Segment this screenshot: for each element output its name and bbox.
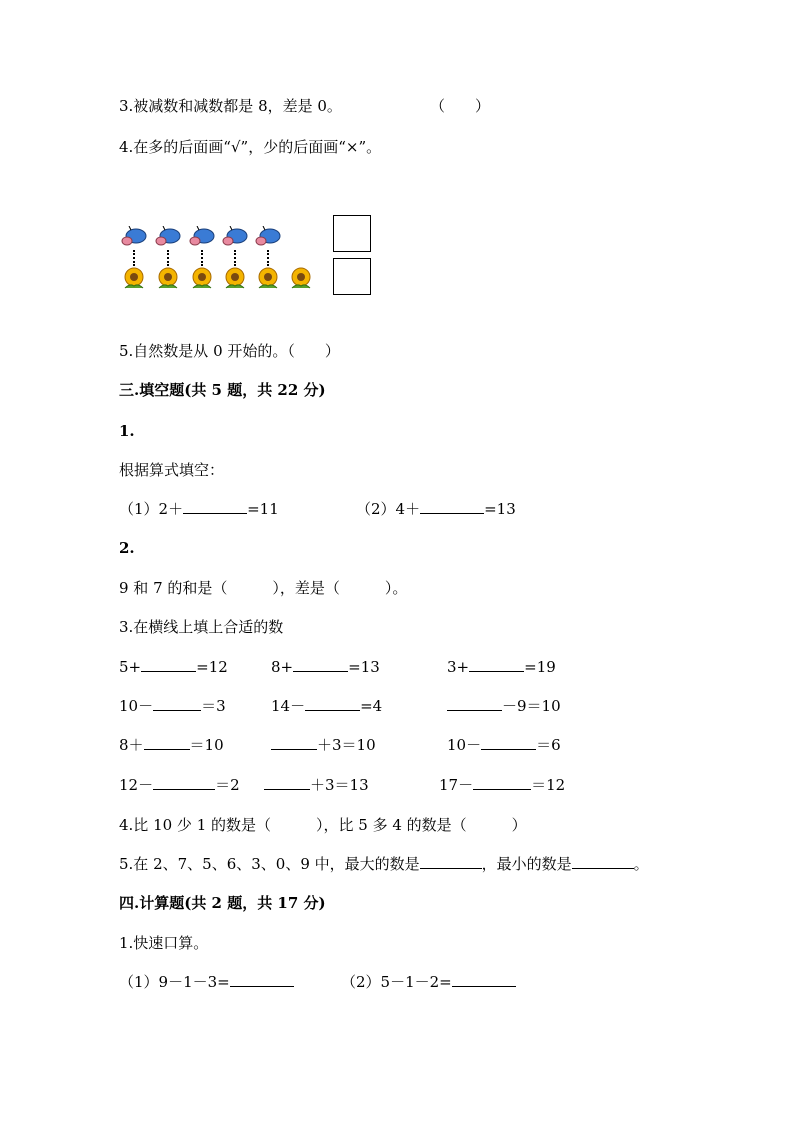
- butterfly-icon: [121, 226, 147, 248]
- sunflower-icon: [256, 266, 280, 290]
- s3-q3-row3-item1: 8＋ ＝10: [119, 736, 224, 754]
- sunflower-icon: [122, 266, 146, 290]
- sunflower-icon: [289, 266, 313, 290]
- s3-q3-row3-item3: 10－ ＝6: [447, 736, 561, 754]
- question-5-text: 5.自然数是从 0 开始的。（ ）: [119, 342, 340, 360]
- answer-blank[interactable]: [481, 735, 536, 750]
- s3-q3-row2-item1: 10－ ＝3: [119, 697, 226, 715]
- s3-q3-row4-item3: 17－ ＝12: [439, 776, 566, 794]
- s3-q3-row4-item2: ＋3＝13: [264, 775, 369, 795]
- s3-q2-text: 9 和 7 的和是（ ），差是（ ）。: [119, 579, 408, 597]
- answer-blank[interactable]: [420, 499, 484, 514]
- s4-q1-item-2: （2）5－1－2=: [341, 972, 516, 992]
- butterfly-icon: [222, 226, 248, 248]
- question-3: [119, 96, 342, 116]
- answer-blank[interactable]: [230, 972, 294, 987]
- s3-q3-row1-item1: 5+ =12: [119, 658, 228, 676]
- sunflower-icon: [156, 266, 180, 290]
- answer-box-bottom[interactable]: [333, 258, 371, 295]
- s3-q3-row3-item2: ＋3＝10: [271, 735, 376, 755]
- answer-blank[interactable]: [305, 696, 360, 711]
- s3-q1-item-1: （1）2＋ =11: [119, 500, 279, 518]
- question-3-text: 3.被减数和减数都是 8，差是 0。: [119, 97, 342, 115]
- sunflower-icon: [223, 266, 247, 290]
- section-4-title: 四.计算题(共 2 题，共 17 分): [119, 894, 326, 912]
- s4-q1-text: 1.快速口算。: [119, 934, 209, 952]
- answer-blank[interactable]: [447, 696, 502, 711]
- s4-q1-item-1: （1）9－1－3=: [119, 972, 294, 992]
- answer-blank[interactable]: [153, 696, 201, 711]
- dotted-connector: [167, 250, 169, 266]
- sunflower-icon: [190, 266, 214, 290]
- answer-blank[interactable]: [141, 657, 196, 672]
- answer-blank[interactable]: [469, 657, 524, 672]
- answer-blank[interactable]: [293, 657, 348, 672]
- s3-q3-row2-item3: －9＝10: [447, 696, 561, 716]
- dotted-connector: [267, 250, 269, 266]
- answer-blank[interactable]: [572, 854, 634, 869]
- s3-q2-number: 2.: [119, 539, 135, 557]
- s3-q3-row2-item2: 14－ =4: [271, 697, 383, 715]
- section-3-title: 三.填空题(共 5 题，共 22 分): [119, 381, 326, 399]
- butterfly-icon: [255, 226, 281, 248]
- dotted-connector: [133, 250, 135, 266]
- answer-blank[interactable]: [144, 735, 190, 750]
- question-4-text: 4.在多的后面画“√”，少的后面画“×”。: [119, 138, 382, 156]
- s3-q3-row4-item1: 12－ ＝2: [119, 776, 240, 794]
- butterfly-icon: [189, 226, 215, 248]
- answer-blank[interactable]: [420, 854, 482, 869]
- s3-q5: 5.在 2、7、5、6、3、0、9 中，最大的数是 ，最小的数是 。: [119, 855, 649, 873]
- s3-q3-row1-item2: 8+ =13: [271, 658, 380, 676]
- answer-blank[interactable]: [473, 775, 531, 790]
- dotted-connector: [234, 250, 236, 266]
- dotted-connector: [201, 250, 203, 266]
- butterfly-icon: [155, 226, 181, 248]
- question-3-answer-paren[interactable]: （ ）: [430, 97, 491, 115]
- answer-blank[interactable]: [183, 499, 247, 514]
- s3-q4-text: 4.比 10 少 1 的数是（ ），比 5 多 4 的数是（ ）: [119, 816, 527, 834]
- answer-blank[interactable]: [264, 775, 310, 790]
- s3-q1-item-2: （2）4＋ =13: [356, 500, 516, 518]
- answer-blank[interactable]: [271, 735, 317, 750]
- s3-q3-row1-item3: 3+ =19: [447, 658, 556, 676]
- answer-box-top[interactable]: [333, 215, 371, 252]
- butterfly-flower-figure: [119, 210, 374, 302]
- s3-q1-number: 1.: [119, 422, 135, 440]
- answer-blank[interactable]: [452, 972, 516, 987]
- s3-q3-title: 3.在横线上填上合适的数: [119, 618, 284, 636]
- answer-blank[interactable]: [153, 775, 215, 790]
- s3-q1-instruction: 根据算式填空：: [119, 461, 225, 479]
